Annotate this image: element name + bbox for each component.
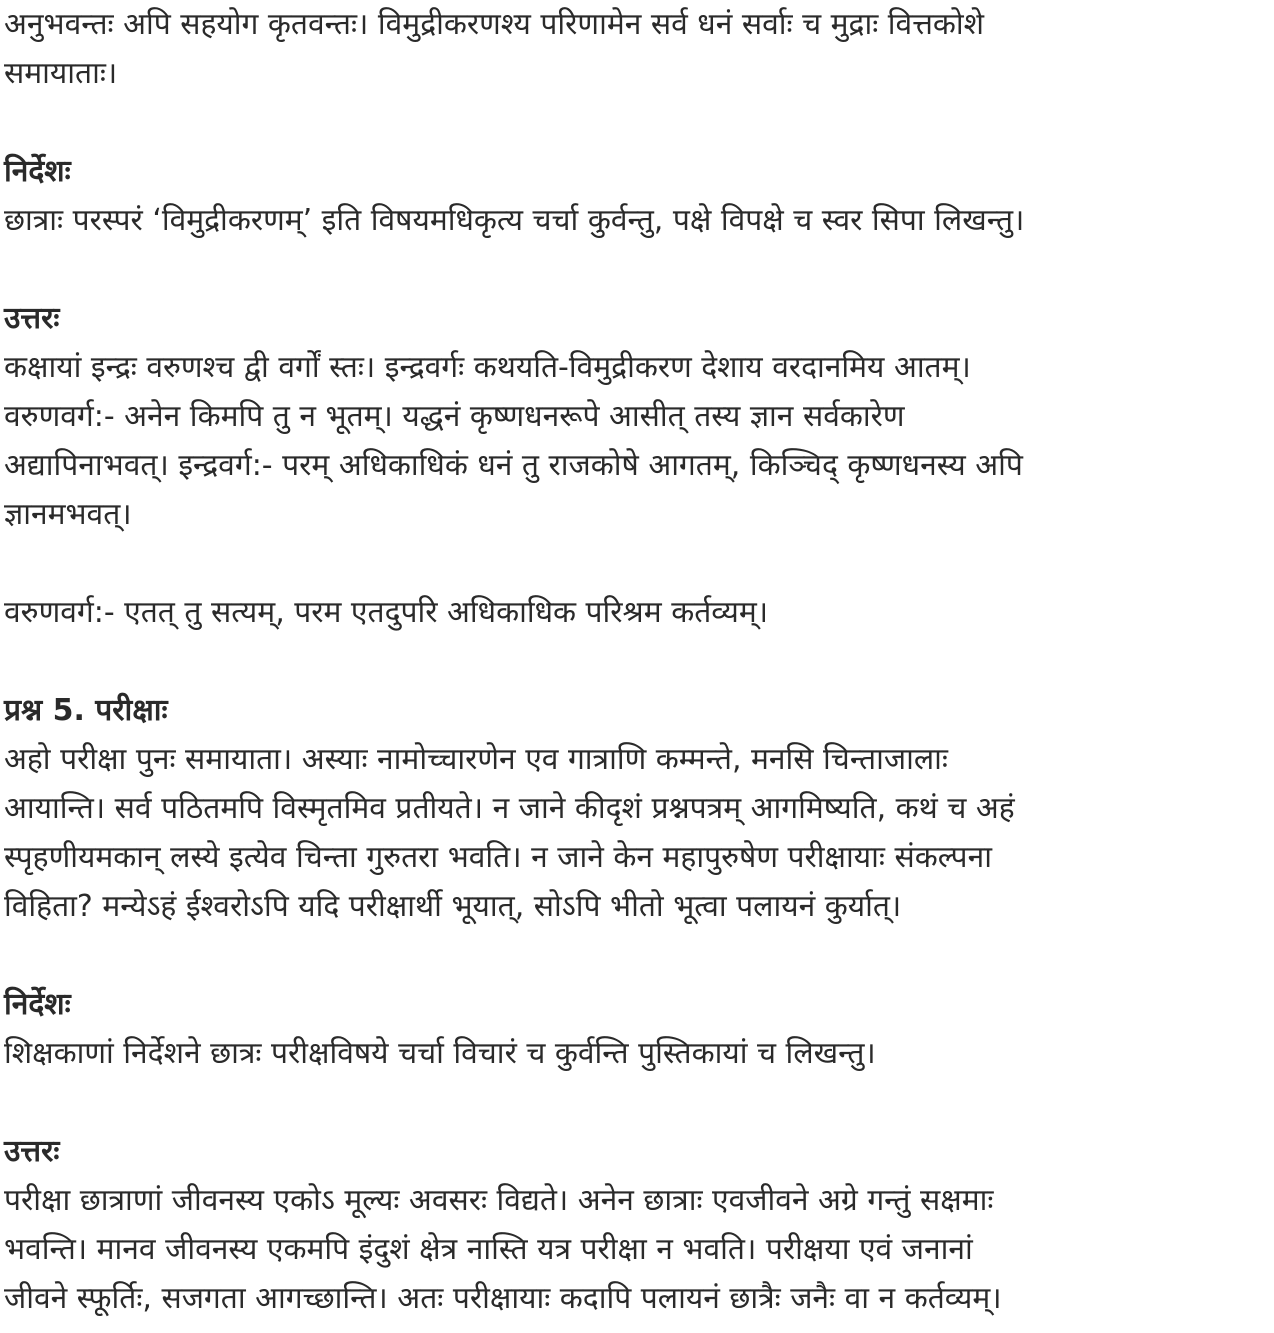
paragraph-line: ज्ञानमभवत्। (4, 497, 132, 532)
paragraph-line: स्पृहणीयमकान् लस्ये इत्येव चिन्ता गुरुतरा भवति। न जाने केन महापुरुषेण परीक्षायाः संकल्पना (4, 840, 992, 875)
paragraph-line: विहिता? मन्येऽहं ईश्वरोऽपि यदि परीक्षार्थी भूयात्, सोऽपि भीतो भूत्वा पलायनं कुर्यात्। (4, 889, 902, 924)
section-heading: निर्देशः (4, 154, 71, 189)
paragraph-line: अनुभवन्तः अपि सहयोग कृतवन्तः। विमुद्रीकरणश्य परिणामेन सर्व धनं सर्वाः च मुद्राः वित्तकोशे (4, 7, 985, 42)
paragraph-line: भवन्ति। मानव जीवनस्य एकमपि इंदुशं क्षेत्र नास्ति यत्र परीक्षा न भवति। परीक्षया एवं जनानां (4, 1232, 973, 1267)
paragraph-gap (4, 931, 1270, 980)
section-heading: निर्देशः (4, 987, 71, 1022)
paragraph-line: समायाताः। (4, 56, 118, 91)
paragraph-gap (4, 539, 1270, 588)
paragraph-line: अहो परीक्षा पुनः समायाता। अस्याः नामोच्चारणेन एव गात्राणि कम्मन्ते, मनसि चिन्ताजालाः (4, 742, 948, 777)
paragraph-gap (4, 1078, 1270, 1127)
paragraph-gap (4, 637, 1270, 686)
instruction-section-1 (4, 147, 1270, 245)
question-heading: प्रश्न 5. परीक्षाः (4, 693, 168, 728)
instruction-section-2 (4, 980, 1270, 1078)
intro-paragraph (4, 0, 1270, 98)
answer-continuation (4, 588, 1270, 637)
paragraph-line: वरुणवर्ग:- अनेन किमपि तु न भूतम्। यद्धनं कृष्णधनरूपे आसीत् तस्य ज्ञान सर्वकारेण (4, 399, 905, 434)
paragraph-line: अद्यापिनाभवत्। इन्द्रवर्ग:- परम् अधिकाधिकं धनं तु राजकोषे आगतम्, किञ्चिद् कृष्णधनस्य अपि (4, 448, 1023, 483)
paragraph-line: कक्षायां इन्द्रः वरुणश्च द्वी वर्गों स्तः। इन्द्रवर्गः कथयति-विमुद्रीकरण देशाय वरदानमिय आतम्। (4, 350, 971, 385)
paragraph-line: आयान्ति। सर्व पठितमपि विस्मृतमिव प्रतीयते। न जाने कीदृशं प्रश्नपत्रम् आगमिष्यति, कथं च अहं (4, 791, 1015, 826)
paragraph-line: शिक्षकाणां निर्देशने छात्रः परीक्षविषये चर्चा विचारं च कुर्वन्ति पुस्तिकायां च लिखन्तु। (4, 1036, 876, 1071)
section-heading: उत्तरः (4, 1134, 60, 1169)
answer-section-1 (4, 294, 1270, 539)
answer-section-2 (4, 1127, 1270, 1323)
paragraph-line: छात्राः परस्परं ‘विमुद्रीकरणम्’ इति विषयमधिकृत्य चर्चा कुर्वन्तु, पक्षे विपक्षे च स्वर सिपा लिखन्तु। (4, 203, 1025, 238)
paragraph-line: वरुणवर्ग:- एतत् तु सत्यम्, परम एतदुपरि अधिकाधिक परिश्रम कर्तव्यम्। (4, 595, 769, 630)
question-5-section (4, 686, 1270, 931)
paragraph-gap (4, 245, 1270, 294)
paragraph-line: परीक्षा छात्राणां जीवनस्य एकोऽ मूल्यः अवसरः विद्यते। अनेन छात्राः एवजीवने अग्रे गन्तुं सक्षमाः (4, 1183, 994, 1218)
section-heading: उत्तरः (4, 301, 60, 336)
paragraph-line: जीवने स्फूर्तिः, सजगता आगच्छान्ति। अतः परीक्षायाः कदापि पलायनं छात्रैः जनैः वा न कर्तव्यम्। (4, 1281, 1002, 1316)
paragraph-gap (4, 98, 1270, 147)
